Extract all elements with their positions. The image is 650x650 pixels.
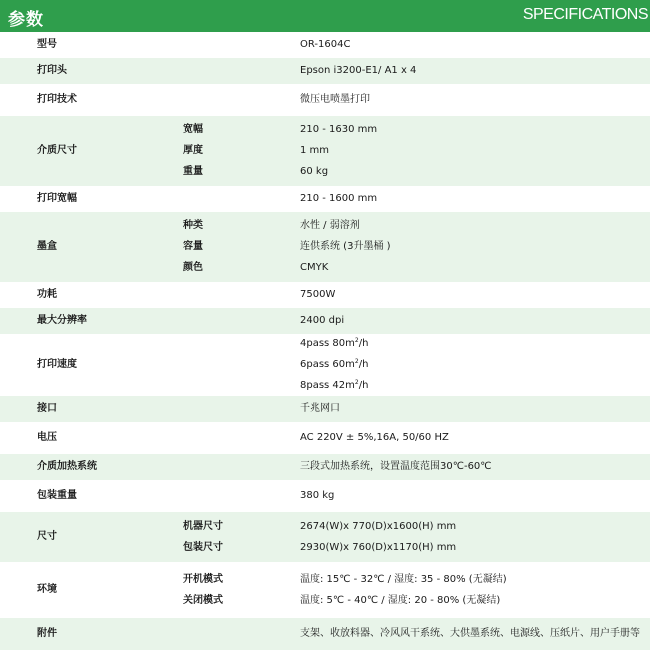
specifications-header bbox=[0, 0, 650, 32]
spec-value: 温度: 15℃ - 32℃ / 湿度: 35 - 80% (无凝结) bbox=[300, 574, 507, 585]
spec-value: 2674(W)x 770(D)x1600(H) mm bbox=[300, 521, 457, 532]
spec-value: 60 kg bbox=[300, 166, 329, 177]
spec-label: 最大分辨率 bbox=[37, 315, 87, 326]
spec-sub-label: 颜色 bbox=[183, 262, 203, 273]
spec-sub-label: 机器尺寸 bbox=[183, 521, 223, 532]
spec-sub-label: 开机模式 bbox=[183, 574, 223, 585]
header-title-en: SPECIFICATIONS bbox=[522, 6, 648, 23]
spec-value: 水性 / 弱溶剂 bbox=[300, 220, 360, 231]
spec-value: 1 mm bbox=[300, 145, 330, 156]
spec-value: 千兆网口 bbox=[300, 403, 340, 414]
spec-sub-label: 厚度 bbox=[183, 145, 203, 156]
spec-row bbox=[0, 512, 650, 562]
spec-sub-label: 包装尺寸 bbox=[183, 542, 223, 553]
spec-value: 7500W bbox=[300, 289, 336, 300]
spec-row bbox=[0, 116, 650, 186]
spec-row bbox=[0, 334, 650, 396]
spec-value: 2400 dpi bbox=[300, 315, 345, 326]
spec-label: 包装重量 bbox=[37, 490, 77, 501]
spec-value: 微压电喷墨打印 bbox=[300, 94, 370, 105]
spec-row bbox=[0, 562, 650, 618]
spec-label: 打印速度 bbox=[37, 359, 77, 370]
spec-value: OR-1604C bbox=[300, 39, 351, 50]
spec-value: 6pass $60m^2/h$ bbox=[300, 358, 369, 370]
spec-label: 尺寸 bbox=[37, 531, 57, 542]
spec-label: 接口 bbox=[37, 403, 57, 414]
spec-sub-label: 种类 bbox=[183, 220, 203, 231]
spec-label: 介质尺寸 bbox=[37, 145, 77, 156]
spec-sub-label: 宽幅 bbox=[183, 124, 203, 135]
spec-label: 打印宽幅 bbox=[37, 193, 77, 204]
spec-label: 墨盒 bbox=[37, 241, 57, 252]
spec-row bbox=[0, 422, 650, 454]
spec-label: 型号 bbox=[37, 39, 57, 50]
spec-label: 打印技术 bbox=[37, 94, 77, 105]
spec-label: 打印头 bbox=[37, 65, 67, 76]
spec-label: 附件 bbox=[37, 628, 57, 639]
spec-value: 三段式加热系统，设置温度范围30℃-60℃ bbox=[300, 461, 492, 472]
spec-row bbox=[0, 480, 650, 512]
spec-value: Epson i3200-E1/ A1 x 4 bbox=[300, 65, 417, 76]
spec-value: 210 - 1600 mm bbox=[300, 193, 378, 204]
spec-row bbox=[0, 32, 650, 58]
spec-value: 210 - 1630 mm bbox=[300, 124, 378, 135]
spec-row bbox=[0, 58, 650, 84]
header-title-cn: 参数 bbox=[8, 10, 44, 30]
spec-value: CMYK bbox=[300, 262, 329, 273]
spec-row bbox=[0, 84, 650, 116]
spec-row bbox=[0, 186, 650, 212]
spec-value: 2930(W)x 760(D)x1170(H) mm bbox=[300, 542, 457, 553]
spec-row bbox=[0, 618, 650, 650]
spec-value: AC 220V ± 5%,16A, 50/60 HZ bbox=[300, 432, 449, 443]
spec-sub-label: 重量 bbox=[183, 166, 203, 177]
spec-label: 环境 bbox=[37, 584, 57, 595]
spec-label: 功耗 bbox=[37, 289, 57, 300]
spec-row bbox=[0, 308, 650, 334]
spec-value: 8pass $42m^2/h$ bbox=[300, 379, 369, 391]
spec-value: 380 kg bbox=[300, 490, 335, 501]
spec-value: 连供系统 (3升墨桶 ) bbox=[300, 241, 391, 252]
spec-row bbox=[0, 454, 650, 480]
spec-value: 支架、收放料器、冷风风干系统、大供墨系统、电源线、压纸片、用户手册等 bbox=[300, 628, 640, 639]
spec-row bbox=[0, 212, 650, 282]
spec-sub-label: 关闭模式 bbox=[183, 595, 223, 606]
spec-value: 4pass $80m^2/h$ bbox=[300, 337, 369, 349]
spec-row bbox=[0, 282, 650, 308]
spec-label: 电压 bbox=[37, 432, 57, 443]
spec-row bbox=[0, 396, 650, 422]
spec-label: 介质加热系统 bbox=[37, 461, 97, 472]
spec-value: 温度: 5℃ - 40℃ / 湿度: 20 - 80% (无凝结) bbox=[300, 595, 501, 606]
spec-sub-label: 容量 bbox=[183, 241, 203, 252]
